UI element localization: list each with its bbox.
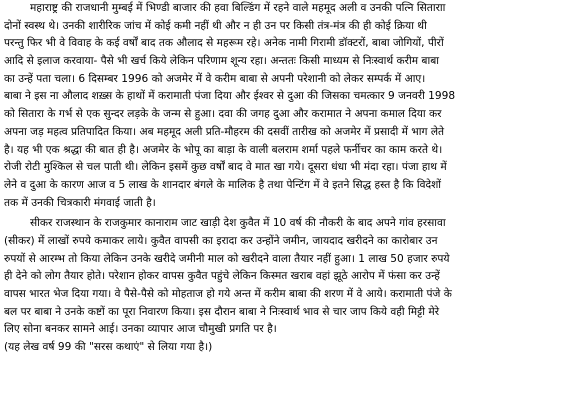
text-line: रोजी रोटी मुश्किल से चल पाती थी। लेकिन इसमें कुछ वर्षों बाद वे मात खा गये। दूसरा धंधा भी मंदा रहा। पंजा हाथ में [4, 161, 447, 174]
text-line: को सितारा के गर्भ से एक सुन्दर लड़के के जन्म से हुआ। दवा की जगह दुआ और करामात ने अपना कमाल दिया कर [4, 108, 442, 121]
paragraph-2 [4, 215, 573, 339]
text-line: लिए सोना बनकर सामने आई। उनका व्यापार आज चौमुखी प्रगति पर है। [4, 323, 277, 336]
text-line: वापस भारत भेज दिया गया। वे पैसे-पैसे को मोहताज हो गये अन्त में करीम बाबा की शरण में वे आये। करामाती पंजे के [4, 288, 452, 300]
text-line: दोनों स्वस्थ थे। उनकी शारीरिक जांच में कोई कमी नहीं थी और न ही उन पर किसी तंत्र-मंत्र की ही कोई क्रिया थी [4, 19, 427, 32]
text-line: सीकर राजस्थान के राजकुमार कानाराम जाट खाड़ी देश कुवैत में 10 वर्ष की नौकरी के बाद अपने गांव हरसावा [30, 217, 446, 230]
text-line: अपना जड़ महत्व प्रतिपादित किया। अब महमूद अली प्रति-मौहरम की दसवीं तारीख को अजमेर में प्रसादी में भाग लेते [4, 125, 445, 138]
text-line: महाराष्ट्र की राजधानी मुम्बई में भिण्डी बाजार की हवा बिल्डिंग में रहने वाले महमूद अली व उनकी पत्नि सिताराा [30, 2, 446, 14]
text-line: बाबा ने इस ना औलाद शख़्स के हाथों में करामाती पंजा दिया और ईश्वर से दुआ की जिसका चमत्कार 9 जनवरी 1998 [4, 90, 456, 103]
paragraph-1 [4, 0, 573, 212]
text-line: आदि से इलाज करवाया- पैसे भी खर्च किये लेकिन परिणाम शून्य रहा। अन्ततः किसी माध्यम से निःस्वार्थ करीम बाबा [4, 55, 440, 68]
text-line: तक में उनकी चित्रकारी मंगवाई जाती है। [4, 196, 156, 209]
text-line: बल पर बाबा ने उनके कष्टों का पूरा निवारण किया। इस दौरान बाबा ने निःस्वार्थ भाव से चार जाप किये वही मिट्टी मेरे [4, 305, 440, 318]
text-line: लेने व दुआ के कारण आज व 5 लाख के शानदार बंगले के मालिक है तथा पेन्टिंग में वे इतने सिद्ध हस्त है कि विदेशों [4, 178, 442, 191]
document-body [4, 0, 573, 357]
text-line: ही देने को लोग तैयार होते। परेशान होकर वापस कुवैत पहुंचे लेकिन किस्मत खराब वहां झूठे आरोप में फंसा कर उन्हें [4, 270, 440, 283]
text-line: का उन्हें पता चला। 6 दिसम्बर 1996 को अजमेर में वे करीम बाबा से अपनी परेशानी को लेकर सम्पर्क में आए। [4, 72, 426, 85]
source-note: (यह लेख वर्ष 99 की "सरस कथाएं" से लिया गया है।) [4, 341, 213, 354]
text-line: (सीकर) में लाखों रुपये कमाकर लाये। कुवैत वापसी का इरादा कर उन्होंने जमीन, जायदाद खरीदने का कारोबार उन [4, 234, 438, 247]
text-line: परन्तु फिर भी वे विवाह के कई वर्षों बाद तक औलाद से महरूम रहे। अनेक नामी गिरामी डॉक्टरों, बाबा जोगियों, पीरों [4, 37, 444, 50]
text-line: है। यह भी एक श्रद्धा की बात ही है। अजमेर के भोपू का बाड़ा के वाली बलराम शर्मा पहले फर्नीचर का काम करते थे। [4, 143, 443, 156]
text-line: रुपयों से आरम्भ तो किया लेकिन उनके खरीदे जमीनी माल को खरीदने वाला तैयार नहीं हुआ। 1 लाख 50 हजार रुपये [4, 252, 450, 265]
